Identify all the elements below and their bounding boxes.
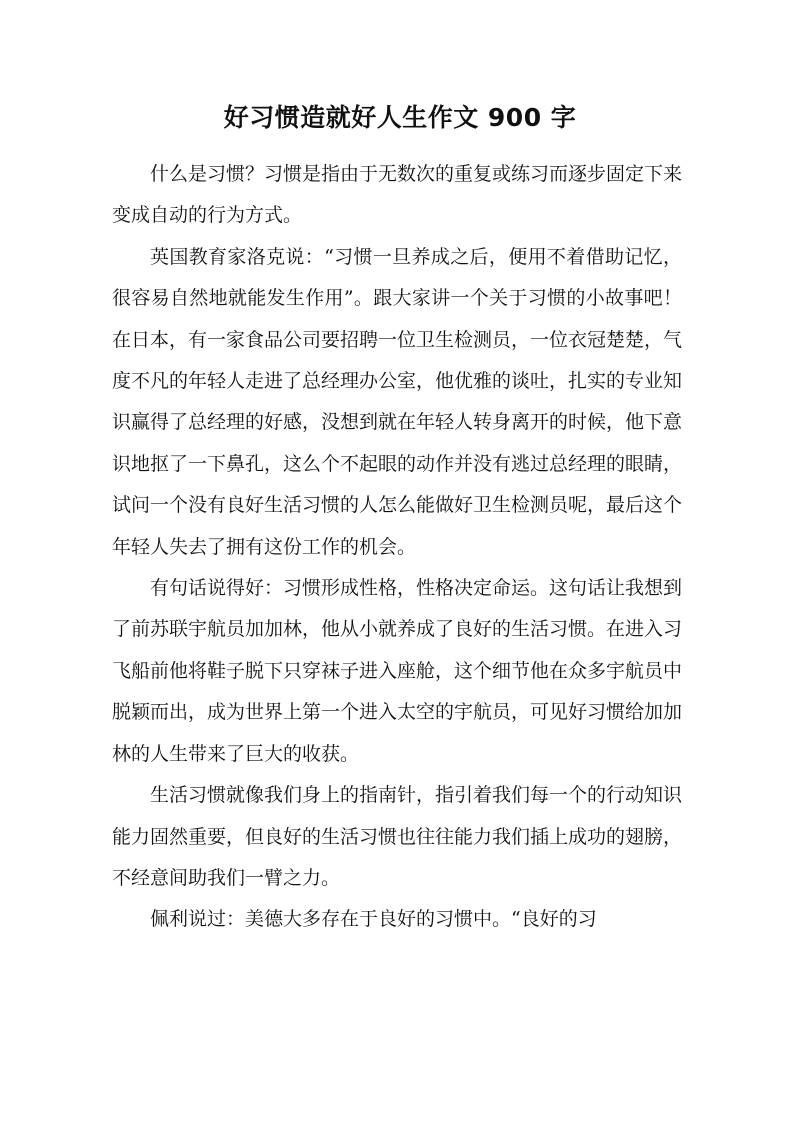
paragraph-3: 有句话说得好：习惯形成性格，性格决定命运。这句话让我想到了前苏联宇航员加加林，他从小就养成了良好的生活习惯。在进入习飞船前他将鞋子脱下只穿袜子进入座舱，这个细节他在众多宇航员中脱颖而出，成为世界上第一个进入太空的宇航员，可见好习惯给加加林的人生带来了巨大的收获。 xyxy=(112,577,683,765)
paragraph-4: 生活习惯就像我们身上的指南针，指引着我们每一个的行动知识能力固然重要，但良好的生活习惯也往往能力我们插上成功的翅膀，不经意间助我们一臂之力。 xyxy=(112,784,683,889)
paragraph-5: 佩利说过：美德大多存在于良好的习惯中。“良好的习 xyxy=(150,908,597,931)
paragraph-2: 英国教育家洛克说：“习惯一旦养成之后，便用不着借助记忆，很容易自然地就能发生作用”。跟大家讲一个关于习惯的小故事吧！在日本，有一家食品公司要招聘一位卫生检测员，一位衣冠楚楚，气度不凡的年轻人走进了总经理办公室，他优雅的谈吐，扎实的专业知识赢得了总经理的好感，没想到就在年轻人转身离开的时候，他下意识地抠了一下鼻孔，这么个不起眼的动作并没有逃过总经理的眼睛，试问一个没有良好生活习惯的人怎么能做好卫生检测员呢，最后这个年轻人失去了拥有这份工作的机会。 xyxy=(112,245,683,558)
paragraph-1: 什么是习惯？习惯是指由于无数次的重复或练习而逐步固定下来变成自动的行为方式。 xyxy=(112,163,683,227)
document-title: 好习惯造就好人生作文 900 字 xyxy=(223,103,577,132)
document-body xyxy=(112,154,682,941)
